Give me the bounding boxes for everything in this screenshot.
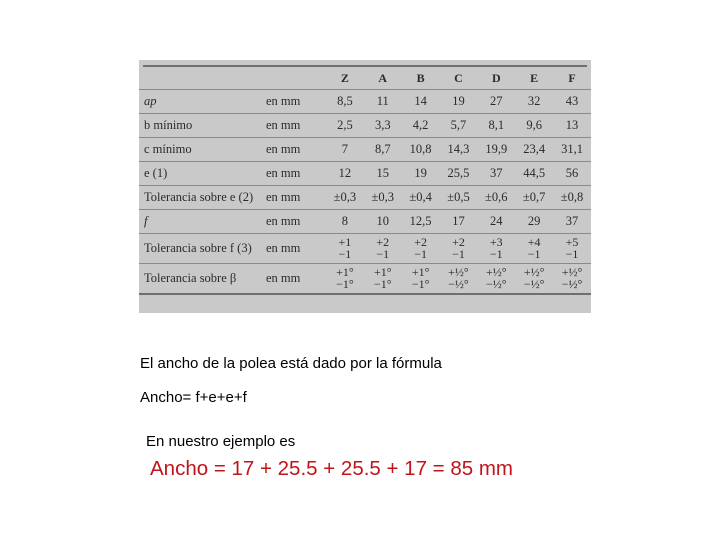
table-cell: 14 <box>402 90 440 114</box>
row-unit: en mm <box>264 186 326 210</box>
table-cell: 19 <box>440 90 478 114</box>
width-formula: Ancho= f+e+e+f <box>140 389 247 406</box>
pulley-groove-table <box>139 67 591 295</box>
table-cell: 24 <box>477 210 515 234</box>
table-cell: 10,8 <box>402 138 440 162</box>
header-cell: A <box>378 70 388 85</box>
header-cell: B <box>416 70 425 85</box>
table-cell: 44,5 <box>515 162 553 186</box>
table-cell: ±0,5 <box>440 186 478 210</box>
table-cell: ±0,3 <box>326 186 364 210</box>
row-unit: en mm <box>264 210 326 234</box>
row-unit: en mm <box>264 114 326 138</box>
table-cell: 10 <box>364 210 402 234</box>
example-intro-text: En nuestro ejemplo es <box>146 433 296 450</box>
table-cell: 8,1 <box>477 114 515 138</box>
row-label: c mínimo <box>139 138 264 162</box>
header-cell: Z <box>340 70 349 85</box>
table-cell: +1 −1 <box>326 234 364 264</box>
width-result: Ancho = 17 + 25.5 + 25.5 + 17 = 85 mm <box>150 457 513 480</box>
table-cell: 5,7 <box>440 114 478 138</box>
table-cell: 12 <box>326 162 364 186</box>
table-cell: +2 −1 <box>364 234 402 264</box>
table-cell: 13 <box>553 114 591 138</box>
table-cell: 14,3 <box>440 138 478 162</box>
row-unit: en mm <box>264 138 326 162</box>
table-cell: +1° −1° <box>326 264 364 295</box>
table-row <box>139 138 591 162</box>
table-cell: 3,3 <box>364 114 402 138</box>
table-row <box>139 162 591 186</box>
table-cell: ±0,4 <box>402 186 440 210</box>
table-cell: +½° −½° <box>477 264 515 295</box>
table-cell: +2 −1 <box>440 234 478 264</box>
row-unit: en mm <box>264 234 326 264</box>
row-label: f <box>139 210 264 234</box>
table-cell: 8,5 <box>326 90 364 114</box>
table-cell: ±0,7 <box>515 186 553 210</box>
table-row <box>139 264 591 295</box>
header-spacer <box>139 67 264 90</box>
table-cell: +3 −1 <box>477 234 515 264</box>
table-cell: 43 <box>553 90 591 114</box>
table-cell: +5 −1 <box>553 234 591 264</box>
table-header-row <box>139 67 591 90</box>
table-cell: 25,5 <box>440 162 478 186</box>
table-cell: 7 <box>326 138 364 162</box>
table-cell: +1° −1° <box>364 264 402 295</box>
table-cell: 2,5 <box>326 114 364 138</box>
header-cell: C <box>454 70 463 85</box>
row-unit: en mm <box>264 162 326 186</box>
table-cell: 32 <box>515 90 553 114</box>
table-cell: 27 <box>477 90 515 114</box>
table-cell: +2 −1 <box>402 234 440 264</box>
table-cell: ±0,3 <box>364 186 402 210</box>
table-row <box>139 210 591 234</box>
table-cell: 37 <box>477 162 515 186</box>
table-cell: 37 <box>553 210 591 234</box>
table-cell: 29 <box>515 210 553 234</box>
table-cell: +4 −1 <box>515 234 553 264</box>
row-label: ap <box>139 90 264 114</box>
table-cell: 4,2 <box>402 114 440 138</box>
table-cell: 17 <box>440 210 478 234</box>
table-row <box>139 234 591 264</box>
formula-intro-text: El ancho de la polea está dado por la fórmula <box>140 355 442 372</box>
table-row <box>139 186 591 210</box>
table-row <box>139 90 591 114</box>
table-cell: 12,5 <box>402 210 440 234</box>
table-cell: +1° −1° <box>402 264 440 295</box>
table-cell: 23,4 <box>515 138 553 162</box>
table-cell: 19,9 <box>477 138 515 162</box>
row-label: e (1) <box>139 162 264 186</box>
table-cell: +½° −½° <box>515 264 553 295</box>
table-cell: 9,6 <box>515 114 553 138</box>
table-cell: 8,7 <box>364 138 402 162</box>
row-unit: en mm <box>264 90 326 114</box>
table-row <box>139 114 591 138</box>
table-cell: 15 <box>364 162 402 186</box>
table-cell: ±0,8 <box>553 186 591 210</box>
row-label: Tolerancia sobre f (3) <box>139 234 264 264</box>
table-cell: 8 <box>326 210 364 234</box>
table-cell: 19 <box>402 162 440 186</box>
row-label: Tolerancia sobre e (2) <box>139 186 264 210</box>
table-cell: 11 <box>364 90 402 114</box>
header-spacer <box>264 67 326 90</box>
header-cell: D <box>491 70 501 85</box>
table-cell: +½° −½° <box>440 264 478 295</box>
table-cell: 56 <box>553 162 591 186</box>
table-cell: 31,1 <box>553 138 591 162</box>
pulley-groove-table-image <box>139 60 591 313</box>
header-cell: E <box>530 70 539 85</box>
row-unit: en mm <box>264 264 326 295</box>
row-label: Tolerancia sobre β <box>139 264 264 295</box>
table-cell: +½° −½° <box>553 264 591 295</box>
header-cell: F <box>568 70 576 85</box>
table-cell: ±0,6 <box>477 186 515 210</box>
row-label: b mínimo <box>139 114 264 138</box>
